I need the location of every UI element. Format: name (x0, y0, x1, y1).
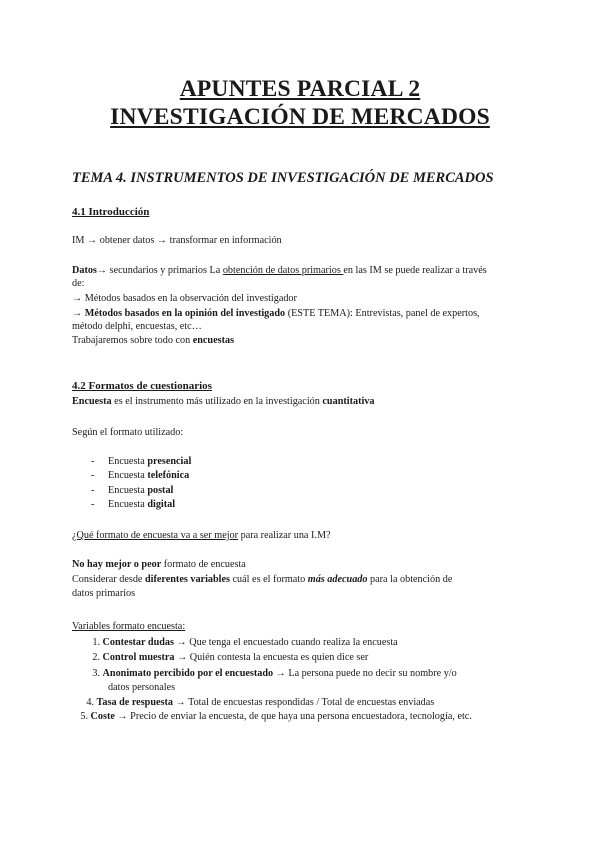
variable-desc: → La persona puede no decir su nombre y/o (273, 668, 457, 679)
format-item-presencial (108, 456, 191, 467)
variable-desc: → Que tenga el encuestado cuando realiza la encuesta (173, 637, 398, 648)
variable-desc: → Total de encuestas respondidas / Total de encuestas enviadas (172, 697, 435, 708)
datos-text-1: → secundarios y primarios La (96, 265, 223, 276)
considerar-text-1: Considerar desde (72, 574, 145, 585)
datos-continuation: de: (72, 278, 85, 289)
section-4-2-heading: 4.2 Formatos de cuestionarios (72, 380, 212, 392)
variable-number: 2. (92, 652, 100, 663)
variable-number: 1. (92, 637, 100, 648)
variable-number: 5. (80, 711, 88, 722)
list-dash: - (91, 485, 95, 496)
question-underlined: ¿Qué formato de encuesta va a ser mejor (72, 530, 239, 541)
variable-desc: → Precio de enviar la encuesta, de que haya una persona encuestadora, tecnología, etc. (114, 711, 472, 722)
variable-number: 3. (92, 668, 100, 679)
format-item-label: Encuesta (108, 485, 148, 496)
list-dash: - (91, 499, 95, 510)
no-hay-mejor-text: formato de encuesta (161, 559, 246, 570)
variable-number: 4. (86, 697, 94, 708)
format-item-label: Encuesta (108, 456, 148, 467)
encuesta-text: es el instrumento más utilizado en la investigación (111, 396, 323, 407)
segun-formato: Según el formato utilizado: (72, 427, 184, 438)
metodo-opinion-text: (ESTE TEMA): Entrevistas, panel de expertos, (285, 308, 480, 319)
variable-item-contestar-dudas (88, 636, 398, 649)
datos-paragraph (72, 264, 487, 277)
variable-term: Control muestra (102, 652, 175, 663)
metodo-opinion-bold: → Métodos basados en la opinión del investigado (72, 308, 286, 319)
considerar-text-2: cuál es el formato (229, 574, 308, 585)
format-item-bold: presencial (147, 456, 192, 467)
format-item-postal (108, 485, 173, 496)
variable-item-coste (76, 710, 472, 723)
question-text: para realizar una I.M? (238, 530, 331, 541)
tema-heading: TEMA 4. INSTRUMENTOS DE INVESTIGACIÓN DE MERCADOS (72, 170, 494, 186)
variable-term: Tasa de respuesta (96, 697, 173, 708)
considerar-continuation: datos primarios (72, 588, 136, 599)
datos-underlined: obtención de datos primarios (222, 265, 344, 276)
no-hay-mejor-line (72, 558, 246, 571)
considerar-bold-italic: más adecuado (307, 574, 368, 585)
metodo-opinion-continuation: método delphi, encuestas, etc… (72, 321, 202, 332)
variable-item-control-muestra (88, 651, 368, 664)
variable-term: Anonimato percibido por el encuestado (102, 668, 274, 679)
question-line (72, 529, 331, 542)
trabajaremos-line (72, 334, 234, 347)
list-dash: - (91, 456, 95, 467)
encuesta-term: Encuesta (72, 396, 112, 407)
format-item-bold: postal (147, 485, 174, 496)
metodo-observacion: → Métodos basados en la observación del investigador (72, 293, 297, 304)
variables-heading: Variables formato encuesta: (72, 621, 186, 632)
no-hay-mejor-bold: No hay mejor o peor (72, 559, 162, 570)
list-dash: - (91, 470, 95, 481)
variable-item-anonimato-continuation: datos personales (108, 682, 176, 693)
considerar-bold: diferentes variables (145, 574, 230, 585)
variable-term: Coste (90, 711, 115, 722)
encuesta-cuantitativa: cuantitativa (322, 396, 375, 407)
format-item-label: Encuesta (108, 499, 148, 510)
trabajaremos-bold: encuestas (192, 335, 235, 346)
format-item-telefonica (108, 470, 189, 481)
section-4-1-heading: 4.1 Introducción (72, 206, 150, 218)
im-line: IM → obtener datos → transformar en información (72, 235, 282, 246)
variable-term: Contestar dudas (102, 637, 174, 648)
datos-term: Datos (72, 265, 97, 276)
format-item-digital (108, 499, 175, 510)
metodo-opinion (72, 307, 480, 320)
encuesta-definition (72, 395, 374, 408)
trabajaremos-text: Trabajaremos sobre todo con (72, 335, 193, 346)
format-item-bold: digital (147, 499, 176, 510)
document-title-line2: INVESTIGACIÓN DE MERCADOS (110, 104, 490, 130)
considerar-line (72, 573, 452, 586)
variable-item-anonimato (88, 667, 457, 680)
variable-desc: → Quién contesta la encuesta es quien dice ser (174, 652, 369, 663)
considerar-text-3: para la obtención de (367, 574, 453, 585)
document-title-line1: APUNTES PARCIAL 2 (179, 76, 421, 102)
datos-text-2: en las IM se puede realizar a través (343, 265, 487, 276)
variable-item-tasa-respuesta (82, 696, 434, 709)
format-item-label: Encuesta (108, 470, 148, 481)
format-item-bold: telefónica (147, 470, 190, 481)
